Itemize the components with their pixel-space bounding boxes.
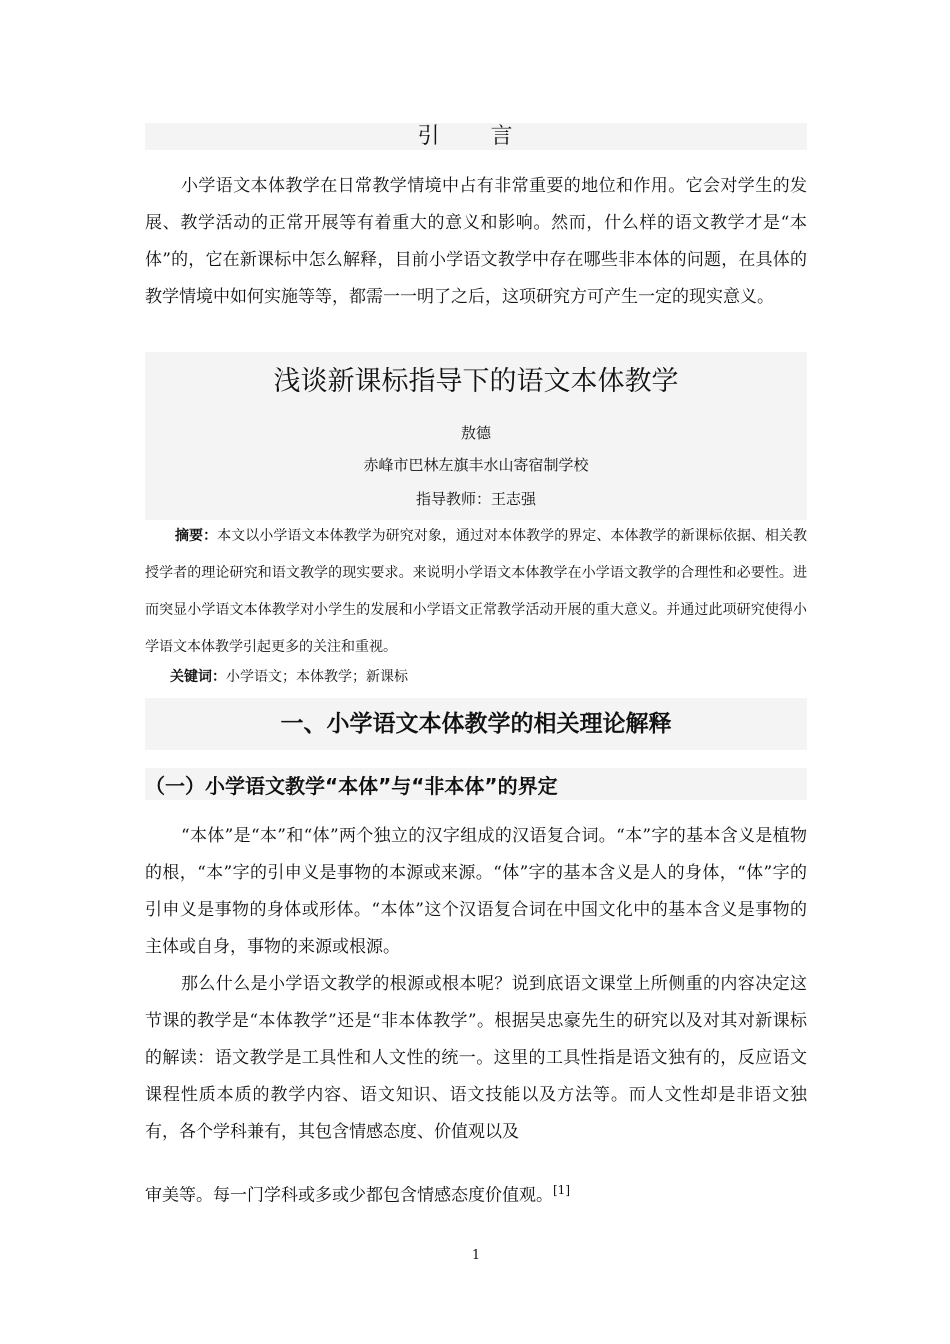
abstract (145, 518, 807, 666)
page-number: 1 (471, 1248, 481, 1263)
keywords-text: 小学语文；本体教学；新课标 (226, 669, 408, 685)
body-paragraph-2: 那么什么是小学语文教学的根源或根本呢？说到底语文课堂上所侧重的内容决定这节课的教学是“本体教学”还是“非本体教学”。根据吴忠豪先生的研究以及对其对新课标的解读：语文教学是工具性和人文性的统一。这里的工具性指是语文独有的，反应语文课程性质本质的教学内容、语文知识、语文技能以及方法等。而人文性却是非语文独有，各个学科兼有，其包含情感态度、价值观以及 (145, 974, 807, 1142)
citation-marker: [1] (553, 1183, 570, 1197)
author-school: 赤峰市巴林左旗丰水山寄宿制学校 (363, 456, 589, 474)
body-paragraph-3 (145, 1172, 807, 1215)
body-paragraph-1: “本体”是“本”和“体”两个独立的汉字组成的汉语复合词。“本”字的基本含义是植物的根，“本”字的引申义是事物的本源或来源。“体”字的基本含义是人的身体，“体”字的引申义是事物的身体或形体。“本体”这个汉语复合词在中国文化中的基本含义是事物的主体或自身，事物的来源或根源。 (145, 826, 807, 957)
intro-heading: 引 言 (145, 123, 807, 150)
abstract-label: 摘要： (175, 528, 218, 544)
keywords-label: 关键词： (170, 669, 226, 685)
keywords (170, 664, 408, 690)
section-heading: 一、小学语文本体教学的相关理论解释 (145, 698, 807, 750)
body-paragraph-3-text: 审美等。每一门学科或多或少都包含情感态度价值观。 (145, 1185, 553, 1206)
subsection-heading: （一）小学语文教学“本体”与“非本体”的界定 (145, 768, 807, 800)
abstract-text: 本文以小学语文本体教学为研究对象，通过对本体教学的界定、本体教学的新课标依据、相关教授学者的理论研究和语文教学的现实要求。来说明小学语文本体教学在小学语文教学的合理性和必要性。进而突显小学语文本体教学对小学生的发展和小学语文正常教学活动开展的重大意义。并通过此项研究使得小学语文本体教学引起更多的关注和重视。 (145, 528, 808, 655)
paper-title: 浅谈新课标指导下的语文本体教学 (273, 366, 679, 397)
intro-paragraph: 小学语文本体教学在日常教学情境中占有非常重要的地位和作用。它会对学生的发展、教学活动的正常开展等有着重大的意义和影响。然而，什么样的语文教学才是“本体”的，它在新课标中怎么解释，目前小学语文教学中存在哪些非本体的问题，在具体的教学情境中如何实施等等，都需一一明了之后，这项研究方可产生一定的现实意义。 (145, 176, 807, 307)
paper-title-block (145, 352, 807, 520)
advisor-name: 指导教师：王志强 (415, 490, 536, 508)
author-name: 敖德 (460, 424, 491, 442)
